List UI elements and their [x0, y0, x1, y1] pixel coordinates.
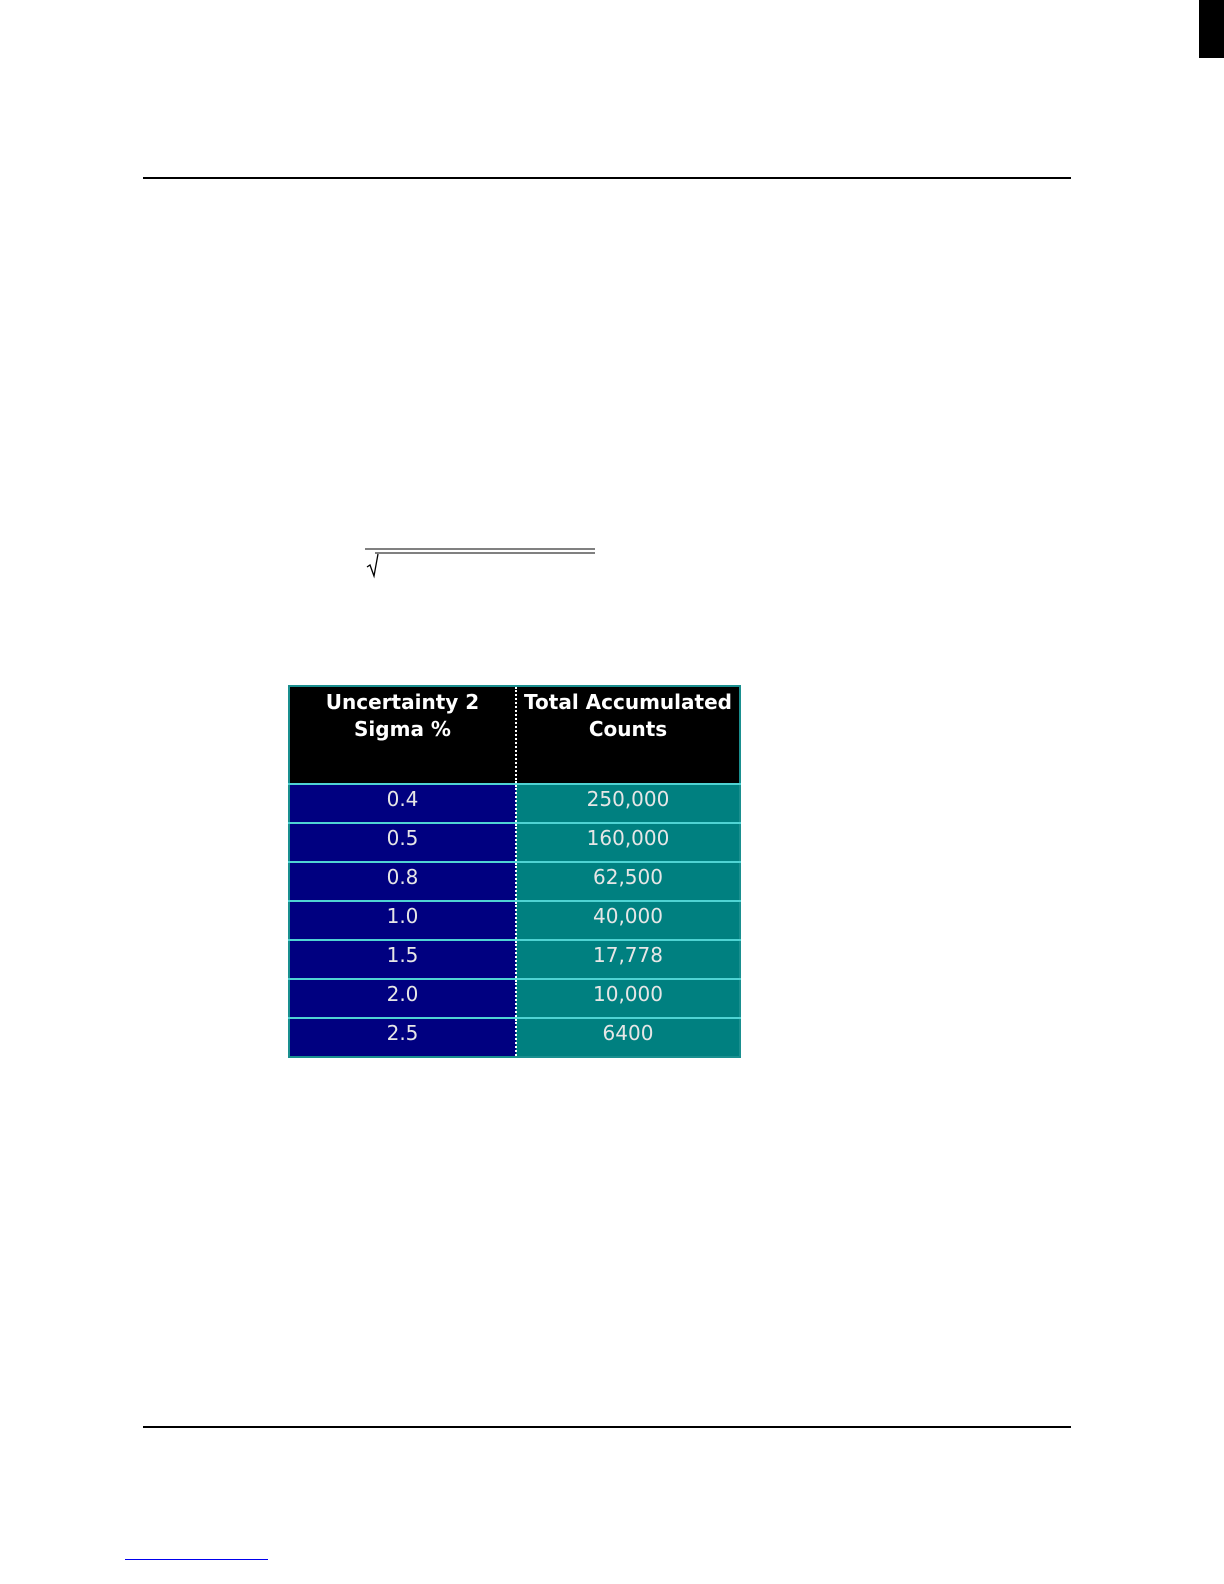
table-row	[289, 784, 740, 823]
counts-cell: 250,000	[516, 784, 740, 823]
counts-cell: 6400	[516, 1018, 740, 1057]
counts-cell: 40,000	[516, 901, 740, 940]
table-row	[289, 1018, 740, 1057]
table-row	[289, 940, 740, 979]
counts-cell: 160,000	[516, 823, 740, 862]
table-row	[289, 823, 740, 862]
uncertainty-cell: 1.0	[289, 901, 516, 940]
counts-cell: 17,778	[516, 940, 740, 979]
table-row	[289, 901, 740, 940]
uncertainty-cell: 0.4	[289, 784, 516, 823]
uncertainty-cell: 0.8	[289, 862, 516, 901]
column-header-uncertainty: Uncertainty 2 Sigma %	[289, 686, 516, 784]
square-root-symbol	[365, 545, 597, 585]
table-row	[289, 862, 740, 901]
table-row	[289, 979, 740, 1018]
uncertainty-cell: 2.0	[289, 979, 516, 1018]
uncertainty-cell: 0.5	[289, 823, 516, 862]
column-header-total-counts: Total Accumulated Counts	[516, 686, 740, 784]
header-rule	[143, 177, 1071, 179]
footer-rule	[143, 1426, 1071, 1428]
counts-cell: 62,500	[516, 862, 740, 901]
uncertainty-cell: 2.5	[289, 1018, 516, 1057]
page-edge-marker	[1199, 0, 1224, 58]
uncertainty-cell: 1.5	[289, 940, 516, 979]
uncertainty-counts-table	[288, 685, 741, 1058]
counts-cell: 10,000	[516, 979, 740, 1018]
footnote-link-underline[interactable]	[125, 1559, 268, 1560]
table-header-row	[289, 686, 740, 784]
